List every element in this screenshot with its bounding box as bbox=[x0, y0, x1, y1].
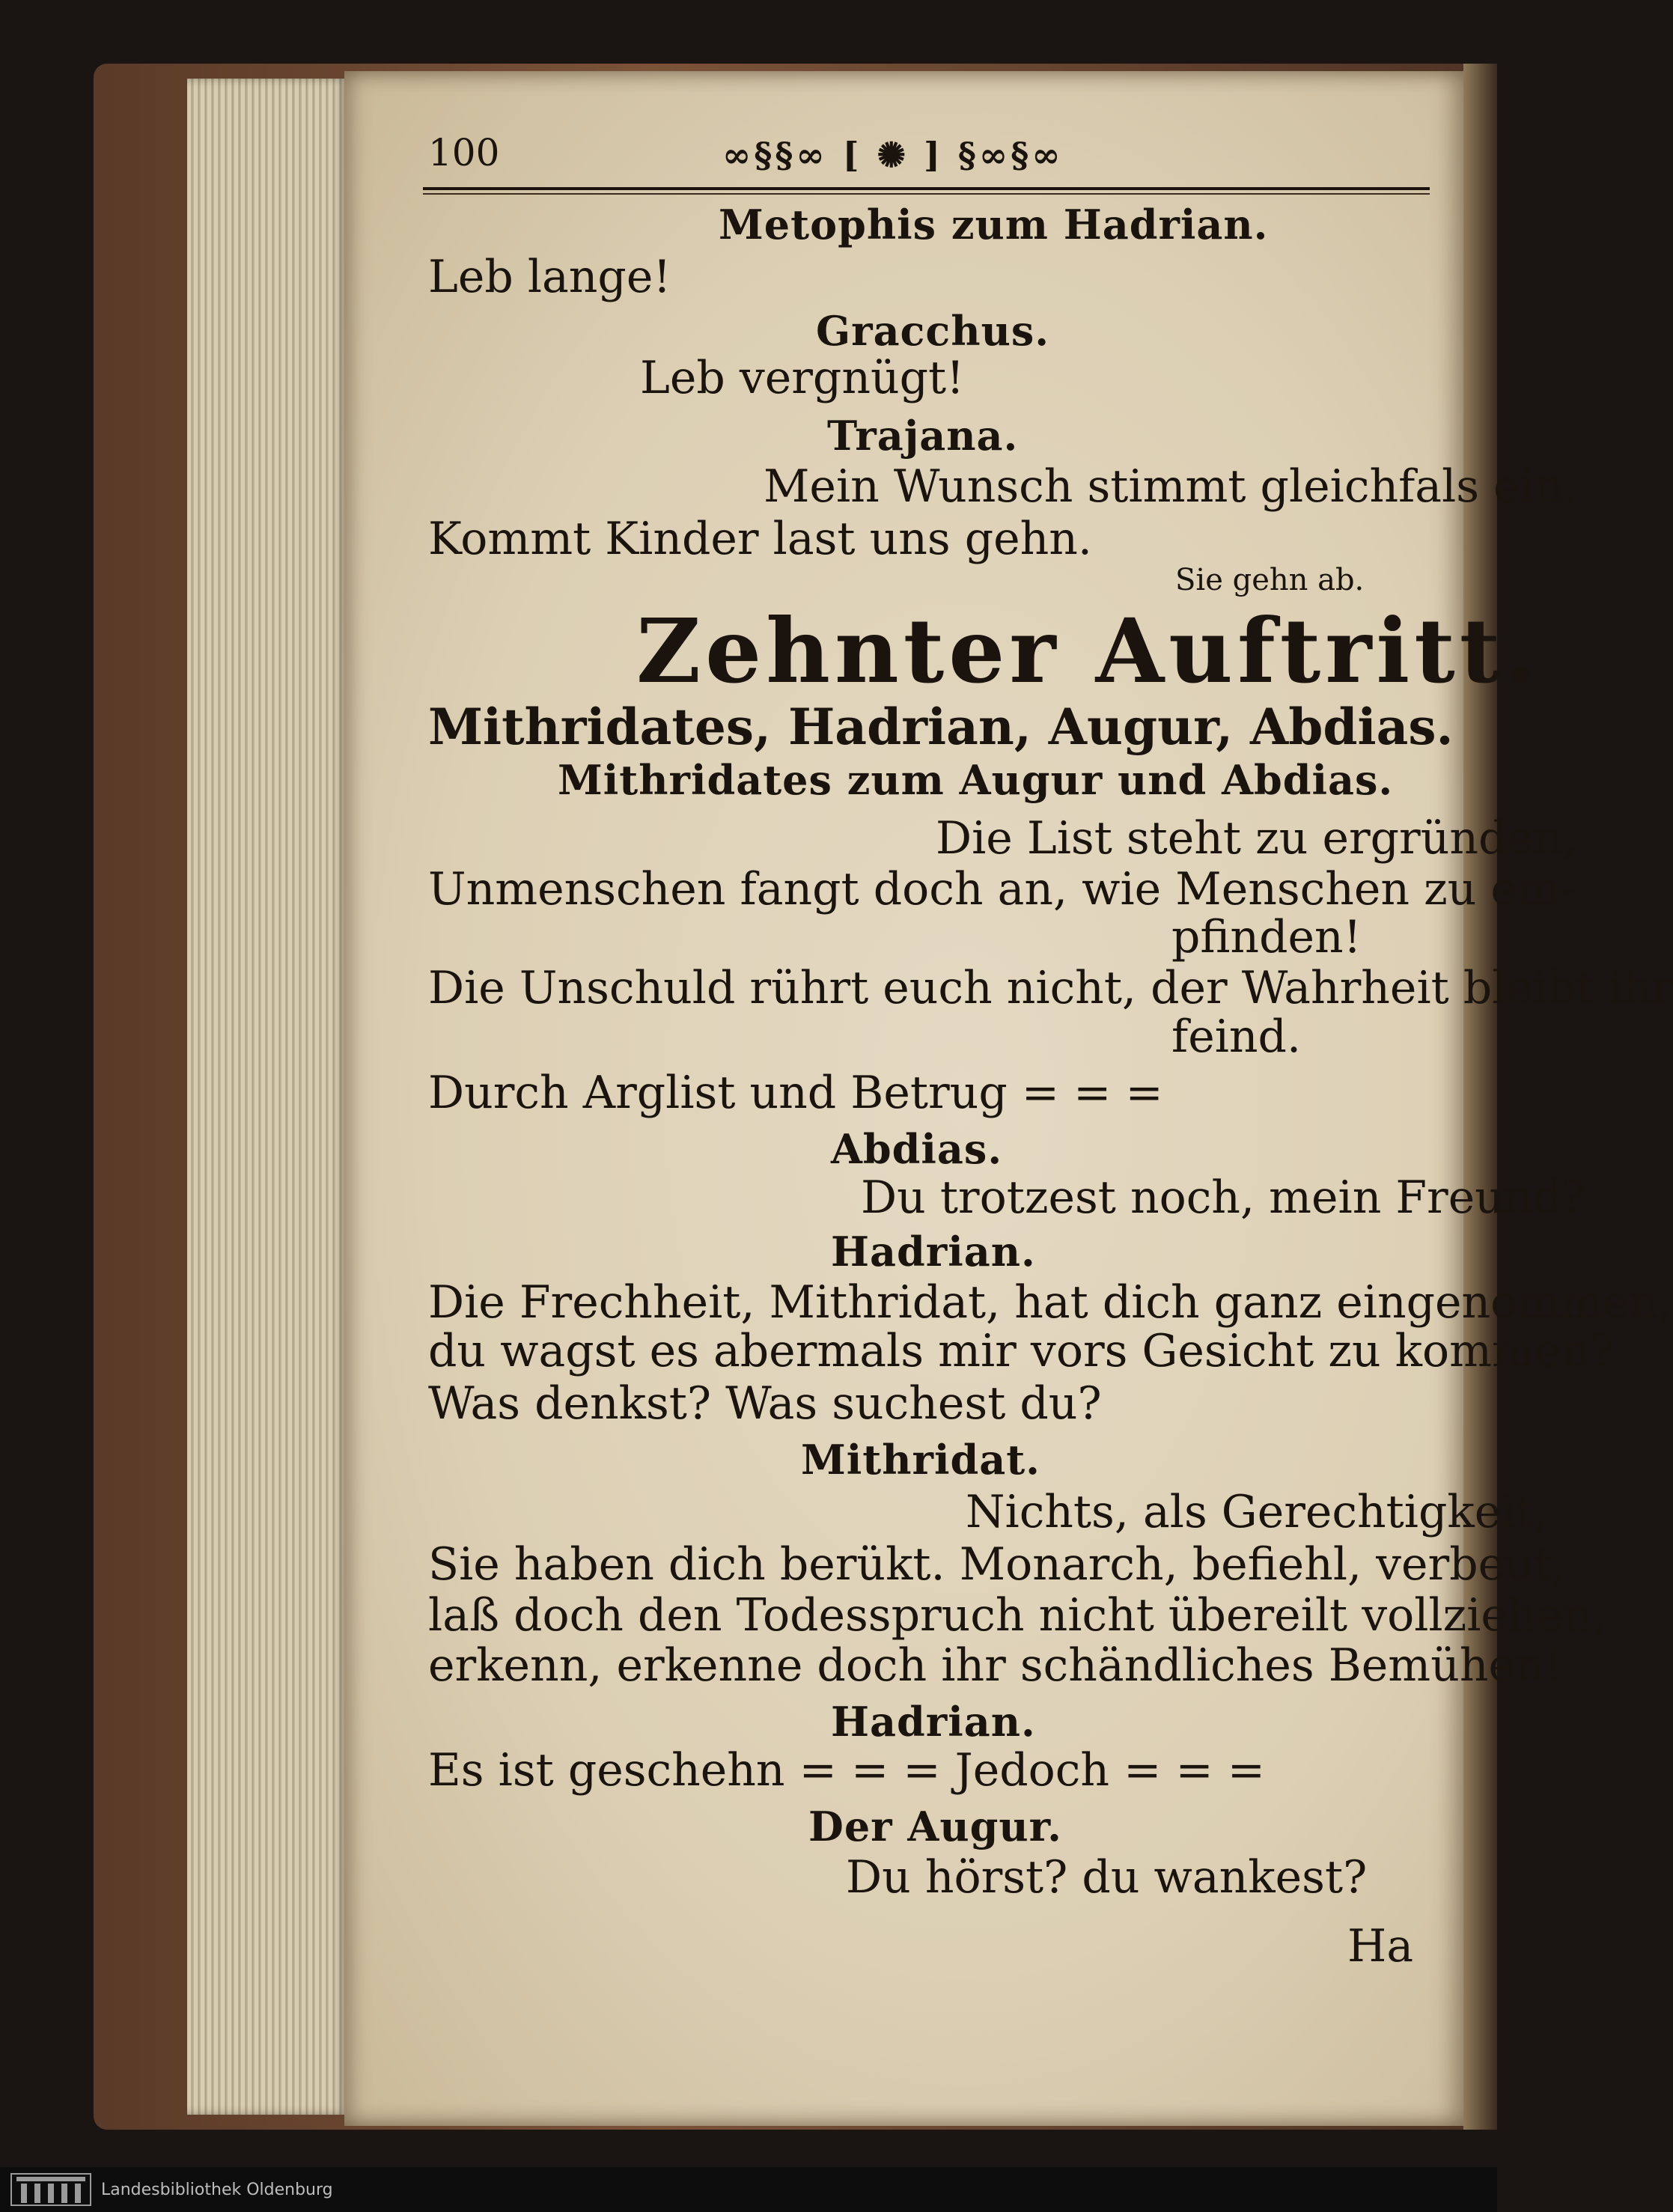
verse-line: Nichts, als Gerechtigkeit, bbox=[966, 1486, 1548, 1538]
verse-line: Durch Arglist und Betrug = = = bbox=[428, 1067, 1163, 1119]
verse-line: Die Frechheit, Mithridat, hat dich ganz eingenommen, bbox=[428, 1276, 1673, 1329]
verse-line: Was denkst? Was suchest du? bbox=[428, 1377, 1102, 1430]
speaker-line: Hadrian. bbox=[831, 1698, 1036, 1746]
header-ornament: ∞§§∞ [ ✺ ] §∞§∞ bbox=[722, 135, 1064, 175]
verse-line: Du trotzest noch, mein Freund? bbox=[861, 1171, 1586, 1224]
page-edges bbox=[187, 79, 348, 2115]
cast-list: Mithridates, Hadrian, Augur, Abdias. bbox=[428, 698, 1454, 756]
verse-line: du wagst es abermals mir vors Gesicht zu kommen? bbox=[428, 1325, 1615, 1377]
header-rule bbox=[423, 187, 1430, 190]
speaker-line: Metophis zum Hadrian. bbox=[719, 201, 1269, 249]
speaker-line: Hadrian. bbox=[831, 1228, 1036, 1276]
page-number: 100 bbox=[428, 131, 500, 174]
scene-heading: Zehnter Auftritt. bbox=[636, 599, 1541, 703]
speaker-line: Mithridat. bbox=[801, 1436, 1040, 1484]
verse-line: Kommt Kinder last uns gehn. bbox=[428, 513, 1092, 565]
verse-line: laß doch den Todesspruch nicht übereilt vollziehen, bbox=[428, 1589, 1606, 1642]
verse-line: erkenn, erkenne doch ihr schändliches Bemühen! bbox=[428, 1639, 1562, 1692]
stage-direction: Sie gehn ab. bbox=[1175, 563, 1365, 597]
verse-line: pfinden! bbox=[1171, 911, 1362, 963]
verse-line: Du hörst? du wankest? bbox=[846, 1851, 1368, 1904]
speaker-line: Trajana. bbox=[827, 412, 1019, 460]
verse-line: Leb vergnügt! bbox=[640, 352, 965, 404]
verse-line: Es ist geschehn = = = Jedoch = = = bbox=[428, 1744, 1266, 1797]
header-rule-thin bbox=[423, 193, 1430, 195]
verse-line: Die List steht zu ergründen, bbox=[936, 812, 1577, 865]
verse-line: Mein Wunsch stimmt gleichfals ein. bbox=[764, 460, 1578, 513]
verse-line: feind. bbox=[1171, 1011, 1302, 1063]
speaker-line: Gracchus. bbox=[816, 307, 1050, 355]
verse-line: Sie haben dich berükt. Monarch, befiehl, verbeut, bbox=[428, 1538, 1566, 1591]
verse-line: Die Unschuld rührt euch nicht, der Wahrheit bleibt ihr bbox=[428, 962, 1673, 1014]
speaker-line: Der Augur. bbox=[808, 1803, 1062, 1850]
library-building-icon bbox=[10, 2173, 91, 2206]
book-gutter bbox=[1463, 64, 1497, 2130]
speaker-line: Abdias. bbox=[831, 1125, 1003, 1173]
speaker-line: Mithridates zum Augur und Abdias. bbox=[558, 756, 1394, 804]
verse-line: Unmenschen fangt doch an, wie Menschen zu em- bbox=[428, 863, 1576, 915]
verse-line: Leb lange! bbox=[428, 251, 671, 303]
library-name: Landesbibliothek Oldenburg bbox=[101, 2181, 333, 2199]
catchword: Ha bbox=[1347, 1920, 1414, 1972]
